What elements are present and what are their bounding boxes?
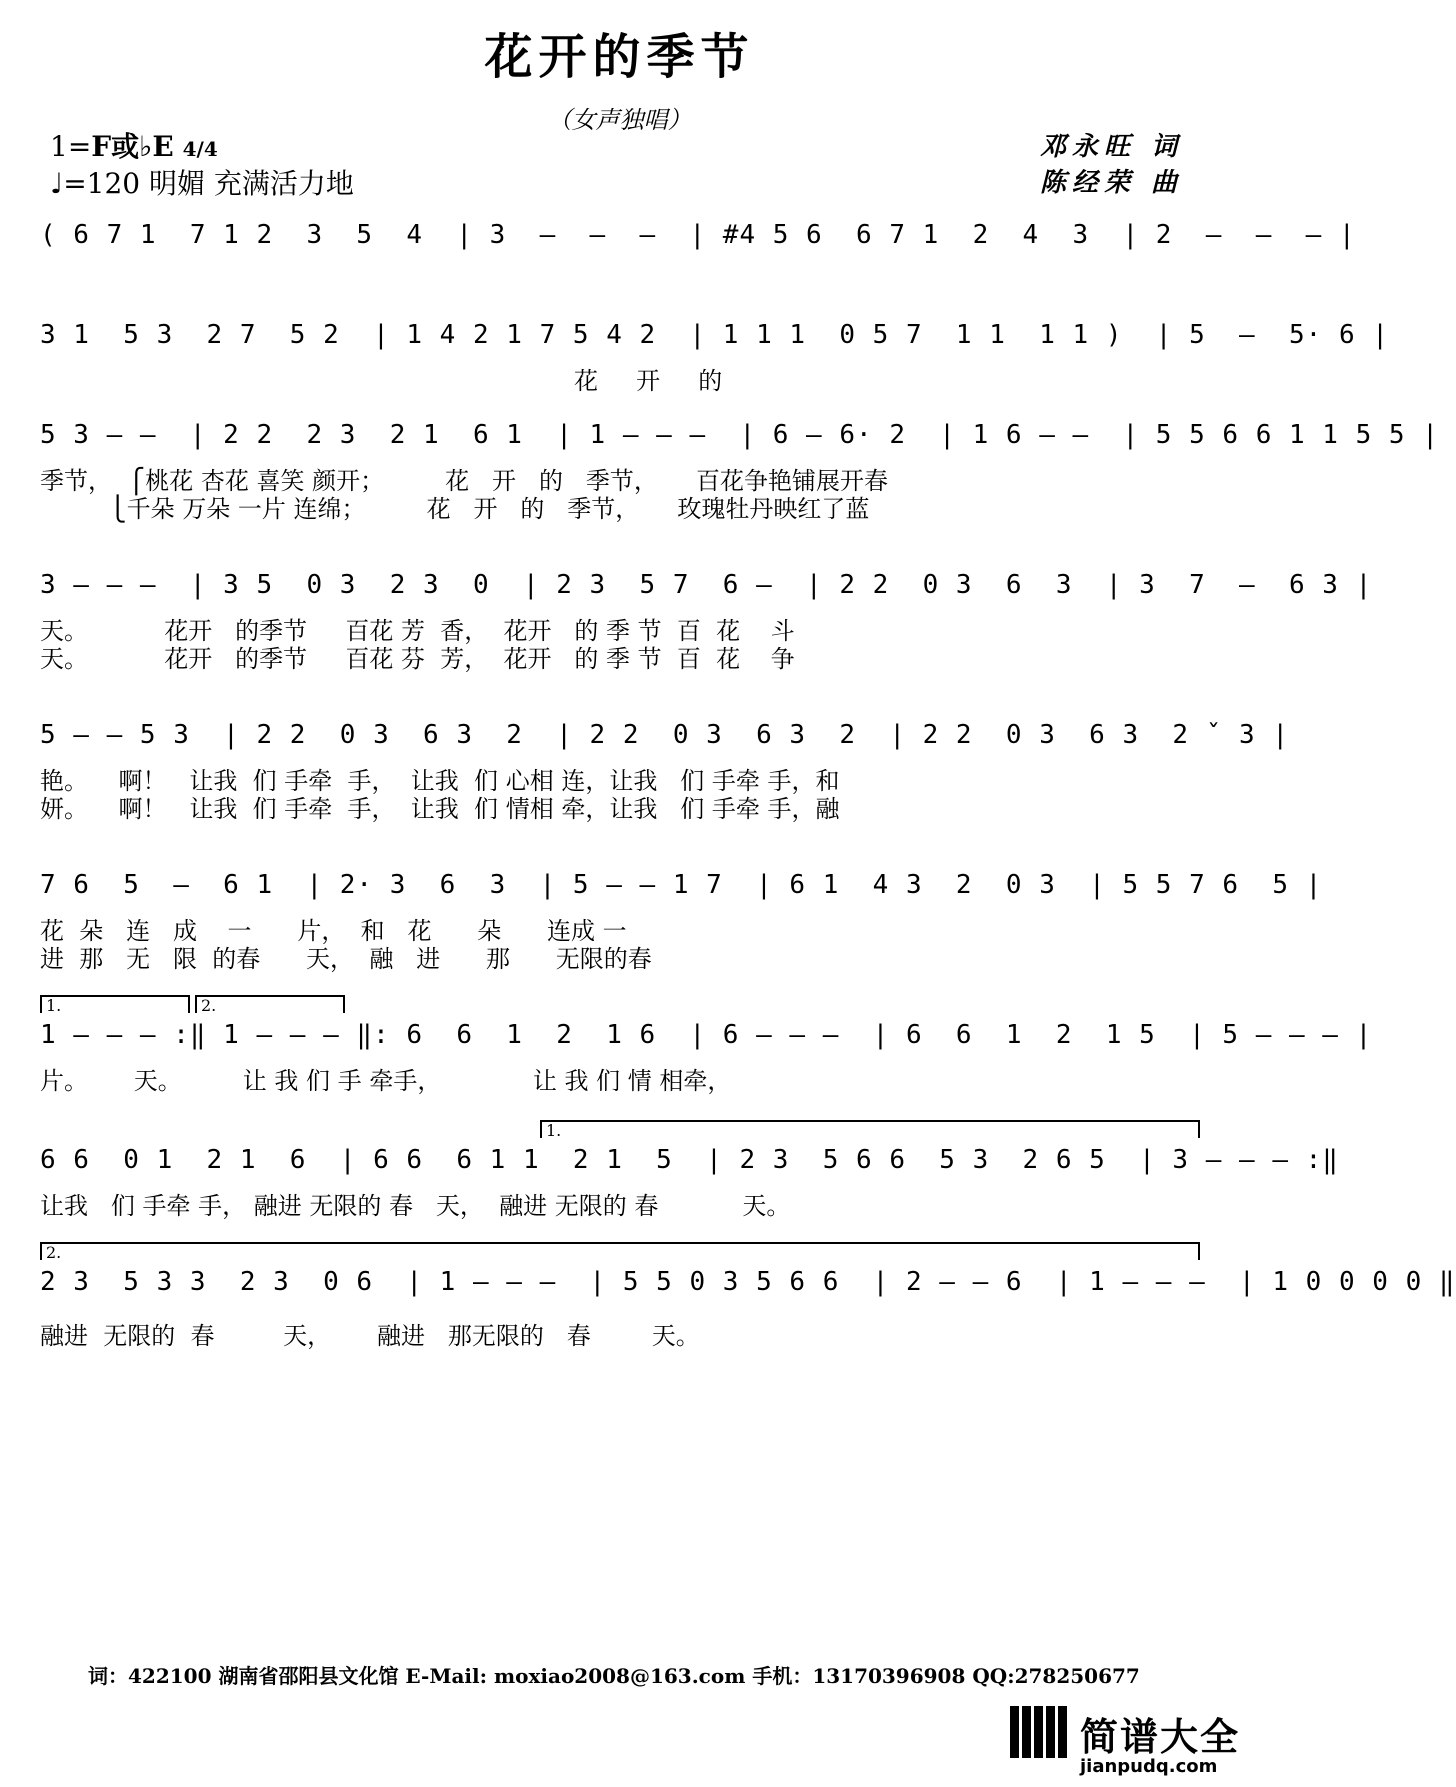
lyric-line-verse-1: 季节， ⎧桃花 杏花 喜笑 颜开； 花 开 的 季节， 百花争艳铺展开春 [40,467,888,495]
score-row-7 [40,996,1373,1105]
notation-line: ( 6 7 1 7 1 2 3 5 4 | 3 — — — | #4 5 6 6 7 1 2 4 3 | 2 — — — | [40,220,1356,250]
subtitle: （女声独唱） [547,106,692,134]
key-equals: = [67,130,92,163]
tempo-text: =120 明媚 充满活力地 [63,167,354,200]
score-row-3 [40,415,1439,525]
score-row-2 [40,315,1389,395]
notation-line: 1 — — — :‖ 1 — — — ‖: 6 6 1 2 1 6 | 6 — — — | 6 6 1 2 1 5 | 5 — — — | [40,1020,1373,1050]
notation-line: 6 6 0 1 2 1 6 | 6 6 6 1 1 2 1 5 | 2 3 5 6 6 5 3 2 6 5 | 3 — — — :‖ [40,1145,1339,1175]
quarter-note-icon: ♩ [50,167,64,200]
piano-keys-icon [1010,1706,1072,1758]
notation-line: 5 — — 5 3 | 2 2 0 3 6 3 2 | 2 2 0 3 6 3 2 | 2 2 0 3 6 3 2 ˇ 3 | [40,720,1289,750]
key-signature [50,125,218,165]
contact-footer: 词：422100 湖南省邵阳县文化馆 E-Mail: moxiao2008@163.com 手机：13170396908 QQ:278250677 [88,1664,1140,1688]
key-text: F或♭E [91,130,174,163]
score-row-1 [40,215,1356,275]
lyric-line-verse-2: 天。 花开 的季节 百花 芬 芳， 花开 的 季 节 百 花 争 [40,645,795,673]
logo-url: jianpudq.com [1080,1756,1218,1777]
notation-line: 3 1 5 3 2 7 5 2 | 1 4 2 1 7 5 4 2 | 1 1 1 0 5 7 1 1 1 1 ) | 5 — 5· 6 | [40,320,1389,350]
composer-credit: 陈经荣 曲 [1039,168,1183,198]
logo-name: 简谱大全 [1080,1715,1241,1759]
volta-bracket: 2. [195,995,345,1013]
lyric-line-verse-1: 天。 花开 的季节 百花 芳 香， 花开 的 季 节 百 花 斗 [40,617,795,645]
page-title: 花开的季节 [484,29,755,85]
score-row-4 [40,565,1373,675]
lyric-line: 融进 无限的 春 天， 融进 那无限的 春 天。 [40,1322,700,1350]
volta-bracket: 1. [540,1120,1200,1138]
lyric-line-verse-2: ⎩千朵 万朵 一片 连绵； 花 开 的 季节， 玫瑰牡丹映红了蓝 [40,495,870,523]
notation-line: 2 3 5 3 3 2 3 0 6 | 1 — — — | 5 5 0 3 5 6 6 | 2 — — 6 | 1 — — — | 1 0 0 0 0 ‖ [40,1267,1456,1297]
key-tonic: 1 [50,130,68,163]
lyric-line-verse-2: 妍。 啊！ 让我 们 手牵 手， 让我 们 情相 牵，让我 们 手牵 手，融 [40,795,840,823]
volta-bracket: 1. [40,995,190,1013]
site-logo[interactable] [1010,1706,1241,1778]
lyric-line: 让我 们 手牵 手， 融进 无限的 春 天， 融进 无限的 春 天。 [40,1192,791,1220]
notation-line: 5 3 — — | 2 2 2 3 2 1 6 1 | 1 — — — | 6 — 6· 2 | 1 6 — — | 5 5 6 6 1 1 5 5 | [40,420,1439,450]
score-row-6 [40,865,1323,975]
score-row-8 [40,1121,1339,1230]
score-row-9 [40,1243,1456,1362]
volta-bracket: 2. [40,1242,1200,1260]
lyric-line-verse-1: 花 朵 连 成 一 片， 和 花 朵 连成 一 [40,917,627,945]
lyric-line: 花 开 的 [40,367,723,395]
score-row-5 [40,715,1289,825]
tempo-marking [50,162,354,202]
lyric-line-verse-1: 艳。 啊！ 让我 们 手牵 手， 让我 们 心相 连，让我 们 手牵 手，和 [40,767,840,795]
lyric-line: 片。 天。 让 我 们 手 牵手， 让 我 们 情 相牵， [40,1067,732,1095]
time-signature: 4/4 [182,137,218,161]
notation-line: 7 6 5 — 6 1 | 2· 3 6 3 | 5 — — 1 7 | 6 1 4 3 2 0 3 | 5 5 7 6 5 | [40,870,1323,900]
lyric-line-verse-2: 进 那 无 限 的春 天， 融 进 那 无限的春 [40,945,652,973]
lyricist-credit: 邓永旺 词 [1039,132,1183,162]
notation-line: 3 — — — | 3 5 0 3 2 3 0 | 2 3 5 7 6 — | 2 2 0 3 6 3 | 3 7 — 6 3 | [40,570,1373,600]
